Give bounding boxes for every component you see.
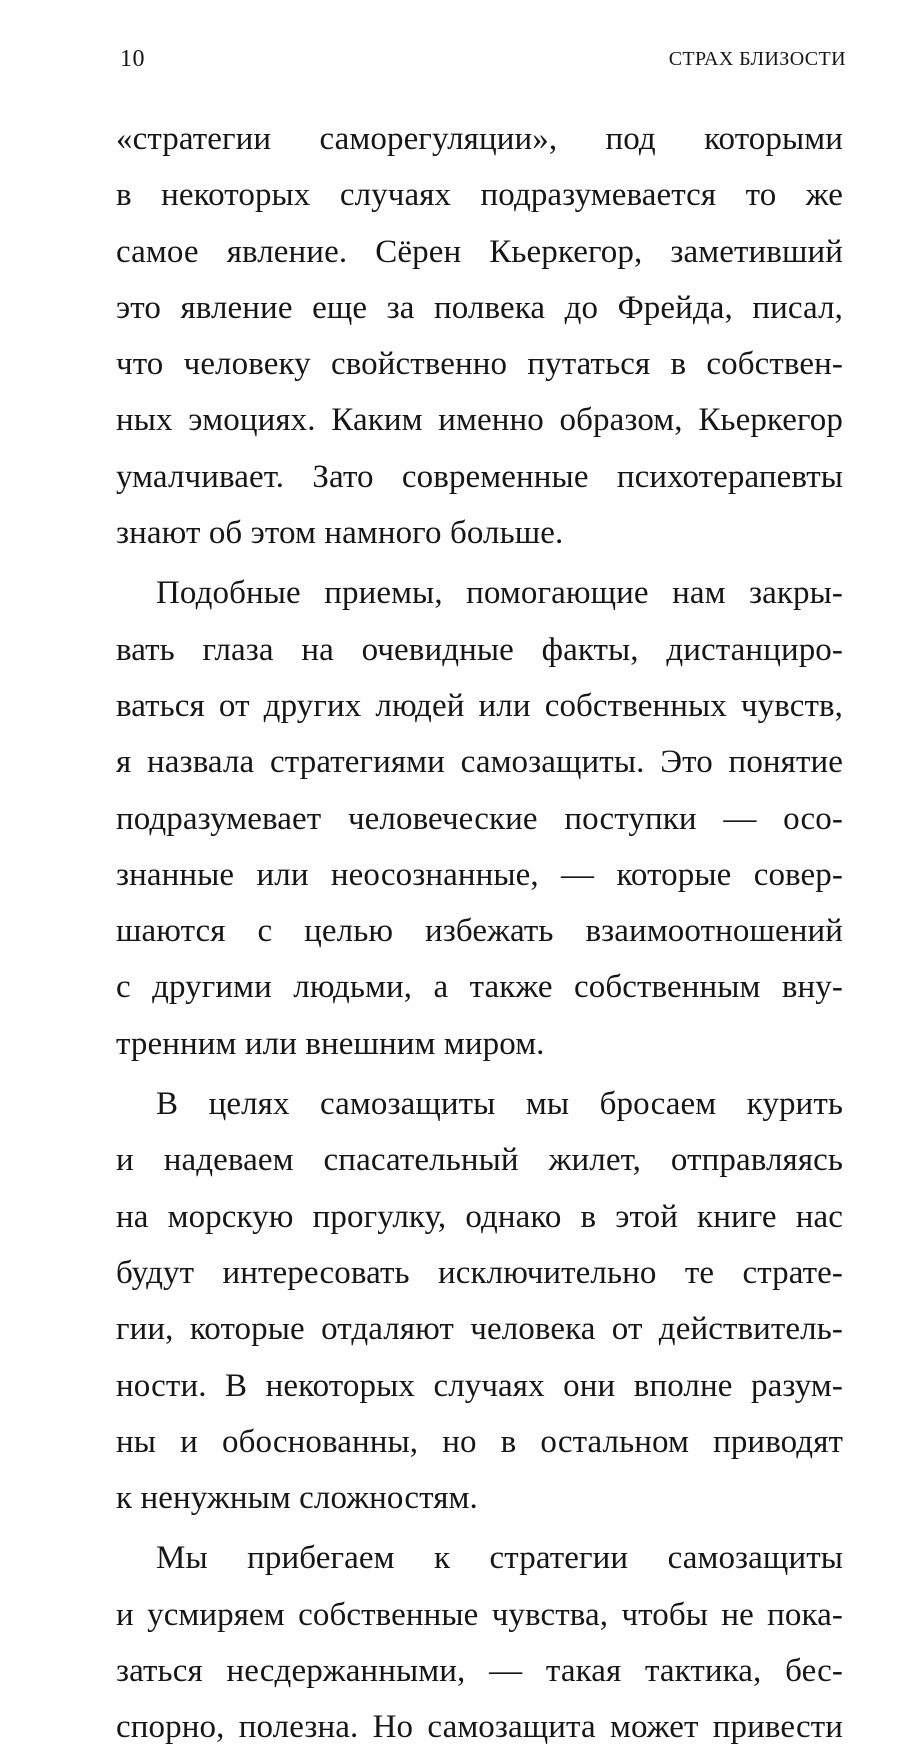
text-line: будут интересовать исключительно те страте-: [116, 1254, 843, 1291]
text-line: шаются с целью избежать взаимоотношений: [116, 913, 843, 950]
text-line: вать глаза на очевидные факты, дистанциро-: [116, 631, 843, 668]
paragraph: [116, 111, 843, 561]
text-line: Подобные приемы, помогающие нам закры-: [156, 575, 843, 612]
text-line: я назвала стратегиями самозащиты. Это понятие: [116, 744, 843, 781]
text-line: знанные или неосознанные, — которые совер-: [116, 856, 843, 893]
text-line: на морскую прогулку, однако в этой книге нас: [116, 1198, 843, 1235]
text-line: и надеваем спасательный жилет, отправляясь: [116, 1142, 843, 1179]
text-line: самое явление. Сёрен Кьеркегор, заметивший: [116, 233, 843, 270]
body-text: [116, 111, 843, 1760]
text-line: умалчивает. Зато современные психотерапевты: [116, 458, 843, 495]
text-line: подразумевает человеческие поступки — осо-: [116, 800, 843, 837]
text-line: это явление еще за полвека до Фрейда, писал,: [116, 289, 843, 326]
text-line: с другими людьми, а также собственным вну-: [116, 969, 843, 1006]
text-line: знают об этом намного больше.: [116, 515, 564, 552]
text-line: и усмиряем собственные чувства, чтобы не пока-: [116, 1596, 843, 1633]
text-line: ны и обоснованны, но в остальном приводят: [116, 1423, 843, 1460]
paragraph: [116, 1530, 843, 1755]
text-line: что человеку свойственно путаться в собствен-: [116, 346, 843, 383]
page-number: 10: [120, 46, 145, 72]
text-line: в некоторых случаях подразумевается то же: [116, 177, 843, 214]
text-line: заться несдержанными, — такая тактика, бес-: [116, 1653, 843, 1690]
text-line: ных эмоциях. Каким именно образом, Кьеркегор: [116, 402, 843, 439]
text-line: Мы прибегаем к стратегии самозащиты: [156, 1540, 843, 1577]
text-line: ваться от других людей или собственных чувств,: [116, 687, 843, 724]
paragraph: [116, 1076, 843, 1526]
paragraph: [116, 565, 843, 1072]
text-line: тренним или внешним миром.: [116, 1025, 545, 1062]
text-line: спорно, полезна. Но самозащита может привести: [116, 1709, 843, 1746]
page-header: [120, 44, 846, 84]
text-line: В целях самозащиты мы бросаем курить: [156, 1086, 843, 1123]
running-head: СТРАХ БЛИЗОСТИ: [668, 48, 846, 70]
text-line: «стратегии саморегуляции», под которыми: [116, 121, 843, 157]
text-line: гии, которые отдаляют человека от действитель-: [116, 1311, 843, 1348]
text-line: к ненужным сложностям.: [116, 1480, 478, 1517]
text-line: ности. В некоторых случаях они вполне разум-: [116, 1367, 843, 1404]
